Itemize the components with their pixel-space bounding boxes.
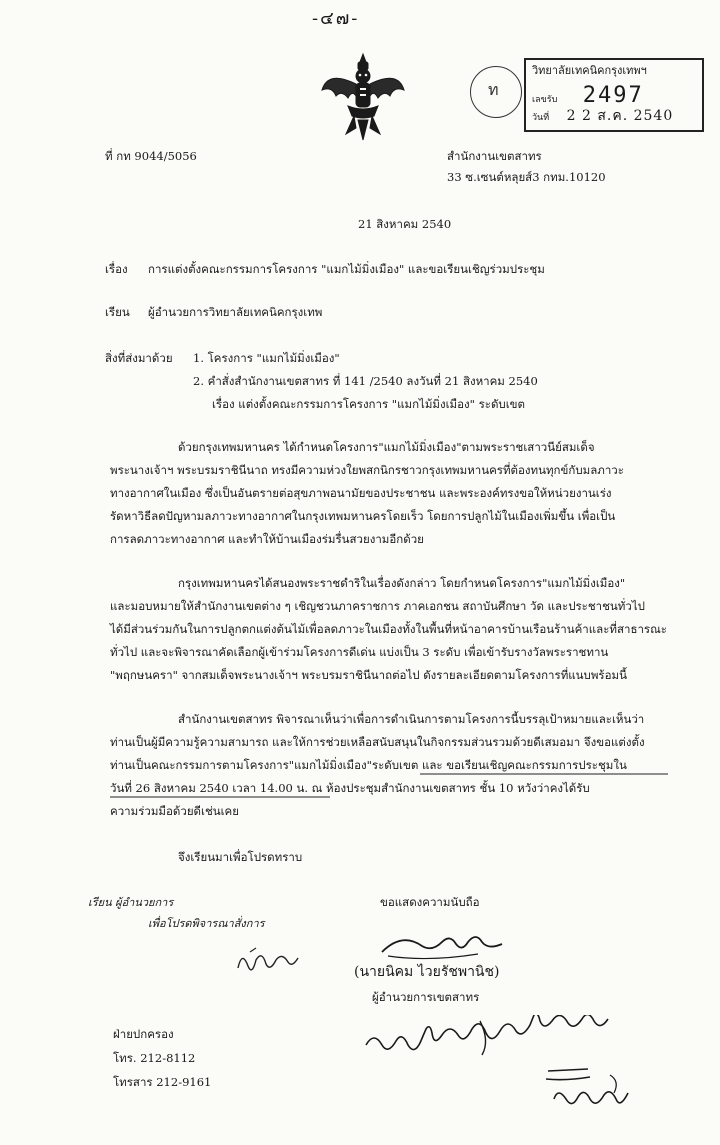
para1-line: ด้วยกรุงเทพมหานคร ได้กำหนดโครงการ"แมกไม้มิ่งเมือง"ตามพระราชเสาวนีย์สมเด็จ bbox=[178, 440, 595, 454]
recipient-text: ผู้อำนวยการวิทยาลัยเทคนิคกรุงเทพ bbox=[148, 305, 323, 319]
para3-line: ท่านเป็นคณะกรรมการตามโครงการ"แมกไม้มิ่งเมือง"ระดับเขต และ ขอเรียนเชิญคณะกรรมการประชุมใน bbox=[110, 758, 627, 772]
stamp-received-no: 2497 bbox=[582, 83, 644, 108]
enclosure-item-2: 2. คำสั่งสำนักงานเขตสาทร ที่ 141 /2540 ลงวันที่ 21 สิงหาคม 2540 bbox=[193, 374, 538, 388]
reference-no: ที่ กท 9044/5056 bbox=[105, 149, 197, 163]
contact-fax: โทรสาร 212-9161 bbox=[113, 1075, 212, 1089]
circle-stamp-mark: ท bbox=[488, 80, 499, 99]
contact-tel: โทร. 212-8112 bbox=[113, 1051, 196, 1065]
para1-line: ทางอากาศในเมือง ซึ่งเป็นอันตรายต่อสุขภาพอนามัยของประชาชน และพระองค์ทรงขอให้หน่วยงานเร่ง bbox=[110, 486, 612, 500]
enclosure-item-2-subject: เรื่อง แต่งตั้งคณะกรรมการโครงการ "แมกไม้มิ่งเมือง" ระดับเขต bbox=[212, 397, 525, 411]
para2-line: ได้มีส่วนร่วมกันในการปลูกตกแต่งต้นไม้เพื่อลดภาวะในเมืองทั้งในพื้นที่หน้าอาคารบ้านเรือนร้านค้าและที่สาธารณะ bbox=[110, 622, 667, 636]
para1-line: การลดภาวะทางอากาศ และทำให้บ้านเมืองร่มรื่นสวยงามอีกด้วย bbox=[110, 532, 424, 546]
para2-line: กรุงเทพมหานครได้สนองพระราชดำริในเรื่องดังกล่าว โดยกำหนดโครงการ"แมกไม้มิ่งเมือง" bbox=[178, 576, 626, 590]
para3-line: ความร่วมมือด้วยดีเช่นเคย bbox=[110, 804, 239, 818]
handwritten-endorsement bbox=[360, 1015, 680, 1125]
signer-name: (นายนิคม ไวยรัชพานิช) bbox=[354, 964, 500, 980]
enclosures-label: สิ่งที่ส่งมาด้วย bbox=[105, 351, 173, 365]
closing: ขอแสดงความนับถือ bbox=[380, 895, 480, 909]
stamp-received-label: เลขรับ bbox=[532, 95, 558, 105]
stamp-date: 2 2 ส.ค. 2540 bbox=[566, 108, 674, 124]
contact-dept: ฝ่ายปกครอง bbox=[113, 1027, 174, 1041]
sender-office-line2: 33 ซ.เซนต์หลุยส์3 กทม.10120 bbox=[447, 170, 606, 184]
para2-line: ทั่วไป และจะพิจารณาคัดเลือกผู้เข้าร่วมโครงการดีเด่น แบ่งเป็น 3 ระดับ เพื่อเข้ารับรางวัลพระราชทาน bbox=[110, 645, 609, 659]
subject-label: เรื่อง bbox=[105, 262, 128, 276]
enclosure-item-1: 1. โครงการ "แมกไม้มิ่งเมือง" bbox=[193, 351, 340, 365]
handwritten-note-line2: เพื่อโปรดพิจารณาสั่งการ bbox=[148, 917, 265, 930]
recipient-label: เรียน bbox=[105, 305, 130, 319]
subject-text: การแต่งตั้งคณะกรรมการโครงการ "แมกไม้มิ่งเมือง" และขอเรียนเชิญร่วมประชุม bbox=[148, 262, 545, 276]
document-date: 21 สิงหาคม 2540 bbox=[358, 217, 452, 231]
signer-signature bbox=[378, 928, 508, 964]
handwritten-note-line1: เรียน ผู้อำนวยการ bbox=[88, 896, 174, 909]
para2-line: "พฤกษนครา" จากสมเด็จพระนางเจ้าฯ พระบรมราชินีนาถต่อไป ดังรายละเอียดตามโครงการที่แนบพร้อมนี้ bbox=[110, 668, 627, 682]
para3-line: สำนักงานเขตสาทร พิจารณาเห็นว่าเพื่อการดำเนินการตามโครงการนี้บรรลุเป้าหมายและเห็นว่า bbox=[178, 712, 645, 726]
handwritten-initials-signature bbox=[230, 942, 310, 982]
sender-office-line1: สำนักงานเขตสาทร bbox=[447, 149, 542, 163]
page-number: -๔๗- bbox=[312, 8, 360, 29]
closing-request: จึงเรียนมาเพื่อโปรดทราบ bbox=[178, 850, 303, 864]
para2-line: และมอบหมายให้สำนักงานเขตต่าง ๆ เชิญชวนภาคราชการ ภาคเอกชน สถาบันศึกษา วัด และประชาชนทั่วไป bbox=[110, 599, 645, 613]
para3-line: ท่านเป็นผู้มีความรู้ความสามารถ และให้การช่วยเหลือสนับสนุนในกิจกรรมส่วนรวมด้วยดีเสมอมา จึงขอแต่งตั้ง bbox=[110, 735, 645, 749]
para1-line: รัดหาวิธีลดปัญหามลภาวะทางอากาศในกรุงเทพมหานครโดยเร็ว โดยการปลูกไม้ในเมืองเพิ่มขึ้น เพื่อเป็น bbox=[110, 509, 616, 523]
stamp-date-label: วันที่ bbox=[532, 113, 550, 123]
signer-title: ผู้อำนวยการเขตสาทร bbox=[372, 990, 480, 1004]
para1-line: พระนางเจ้าฯ พระบรมราชินีนาถ ทรงมีความห่วงใยพสกนิกรชาวกรุงเทพมหานครที่ต้องทนทุกข์กับมลภาวะ bbox=[110, 463, 624, 477]
para3-line: วันที่ 26 สิงหาคม 2540 เวลา 14.00 น. ณ ห้องประชุมสำนักงานเขตสาทร ชั้น 10 หวังว่าคงได้รับ bbox=[110, 781, 590, 795]
stamp-institution: วิทยาลัยเทคนิคกรุงเทพฯ bbox=[532, 64, 647, 77]
